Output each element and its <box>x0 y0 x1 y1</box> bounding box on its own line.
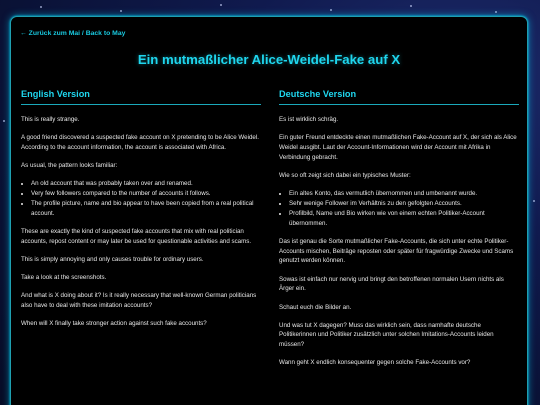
english-paragraph: Take a look at the screenshots. <box>21 274 107 282</box>
deutsch-paragraph: Es ist wirklich schräg. <box>279 116 339 123</box>
english-paragraph: When will X finally take stronger action against such fake accounts? <box>21 320 207 328</box>
back-link[interactable]: ← Zurück zum Mai / Back to May <box>20 30 126 37</box>
background-star <box>120 10 122 12</box>
deutsche-version-body <box>279 115 519 368</box>
english-paragraph: This is really strange. <box>21 116 80 123</box>
deutsch-paragraph: Sowas ist einfach nur nervig und bringt den betroffenen normalen Usern nichts als Ärger ein. <box>279 275 504 293</box>
english-paragraph: As usual, the pattern looks familiar: <box>21 162 118 170</box>
deutsch-paragraph: Das ist genau die Sorte mutmaßlicher Fake-Accounts, die sich unter echte Politiker-Accounts mischen, Beiträge reposten oder später für fragwürdige Zwecke und Scams genutzt werden können. <box>279 237 514 265</box>
english-pattern-item: • The profile picture, name and bio appear to have been copied from a real political account. <box>31 199 261 219</box>
deutsche-version-column <box>279 89 519 377</box>
english-paragraph: These are exactly the kind of suspected fake accounts that mix with real politician accounts, repost content or may later be used for questionable activities and scams. <box>21 227 252 245</box>
deutsch-paragraph: Ein guter Freund entdeckte einen mutmaßlichen Fake-Account auf X, der sich als Alice Weidel ausgibt. Laut der Account-Informationen wird der Account mit Afrika in Verbindung gebracht. <box>279 134 517 161</box>
english-pattern-item: • Very few followers compared to the number of accounts it follows. <box>31 189 261 199</box>
deutsch-paragraph: Wann geht X endlich konsequenter gegen solche Fake-Accounts vor? <box>279 359 471 367</box>
background-star <box>330 9 332 11</box>
english-version-heading: English Version <box>21 89 261 105</box>
background-star <box>410 5 412 7</box>
background-star <box>495 11 497 13</box>
background-star <box>533 200 535 202</box>
page-title: Ein mutmaßlicher Alice-Weidel-Fake auf X <box>137 52 401 67</box>
background-star <box>3 120 5 122</box>
deutsch-paragraph: Schaut euch die Bilder an. <box>279 303 352 311</box>
deutsch-pattern-item: • Ein altes Konto, das vermutlich übernommen und umbenannt wurde. <box>289 189 519 199</box>
deutsche-version-heading: Deutsche Version <box>279 89 519 105</box>
english-paragraph: A good friend discovered a suspected fake account on X pretending to be Alice Weidel. According to the account information, the account is associated with Africa. <box>21 134 259 151</box>
deutsch-pattern-item: • Sehr wenige Follower im Verhältnis zu den gefolgten Accounts. <box>289 199 519 209</box>
deutsch-paragraph: Wie so oft zeigt sich dabei ein typisches Muster: <box>279 171 411 179</box>
english-paragraph: This is simply annoying and only causes trouble for ordinary users. <box>21 255 204 263</box>
deutsch-pattern-list <box>279 189 519 228</box>
content-panel <box>10 16 528 405</box>
deutsch-pattern-item: • Profilbild, Name und Bio wirken wie von einem echten Politiker-Account übernommen. <box>289 209 519 229</box>
background-star <box>220 4 222 6</box>
english-paragraph: And what is X doing about it? Is it really necessary that well-known German politicians also have to deal with these imitation accounts? <box>21 292 257 310</box>
english-pattern-list <box>21 179 261 218</box>
english-version-body <box>21 115 261 329</box>
english-pattern-item: • An old account that was probably taken over and renamed. <box>31 179 261 189</box>
background-star <box>40 6 42 8</box>
deutsch-paragraph: Und was tut X dagegen? Muss das wirklich sein, dass namhafte deutsche Politikerinnen und Politiker zusätzlich unter solchen Imitations-Accounts leiden müssen? <box>279 321 494 349</box>
english-version-column <box>21 89 261 337</box>
